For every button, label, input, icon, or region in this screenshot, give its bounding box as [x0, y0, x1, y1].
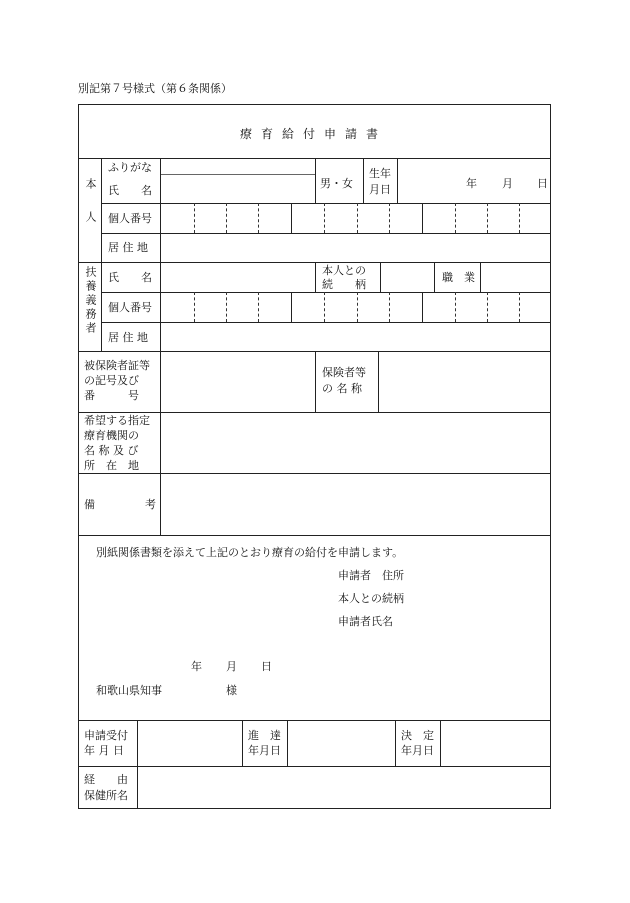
- honorific-label: 様: [226, 684, 237, 697]
- digit-divider: [194, 203, 195, 233]
- facility-label-2: 療育機関の: [84, 429, 139, 442]
- rule: [315, 158, 316, 203]
- insurance-number-label-1: 被保険者証等: [84, 359, 150, 372]
- fuyo-address-label: 居 住 地: [108, 331, 148, 344]
- declaration-statement: 別紙関係書類を添えて上記のとおり療育の給付を申請します。: [96, 546, 404, 559]
- digit-divider: [324, 292, 325, 322]
- application-form-table: [78, 104, 551, 809]
- rule: [380, 262, 381, 292]
- digit-divider: [226, 292, 227, 322]
- decision-label-2: 年月日: [401, 744, 434, 757]
- honnin-my-number-label: 個人番号: [108, 212, 152, 225]
- fuyo-my-number-label: 個人番号: [108, 301, 152, 314]
- furigana-rule: [160, 174, 315, 175]
- facility-label-3: 名 称 及 び: [84, 444, 139, 457]
- digit-divider: [291, 292, 292, 322]
- date-month-label: 月: [226, 660, 237, 673]
- digit-divider: [487, 292, 488, 322]
- digit-divider: [357, 203, 358, 233]
- rule: [480, 262, 481, 292]
- rule: [78, 473, 551, 474]
- rule: [160, 158, 161, 535]
- birth-day-label: 日: [537, 177, 548, 190]
- digit-divider: [194, 292, 195, 322]
- insurance-number-label-3: 番 号: [84, 389, 139, 402]
- rule: [101, 292, 551, 293]
- fuyo-name-label: 氏 名: [108, 271, 152, 284]
- furigana-label: ふりがな: [108, 161, 152, 174]
- sex-label: 男・女: [320, 177, 353, 190]
- relation-label-1: 本人との: [322, 264, 366, 277]
- rule: [395, 720, 396, 766]
- rule: [242, 720, 243, 766]
- via-label-2: 保健所名: [84, 789, 128, 802]
- digit-divider: [258, 292, 259, 322]
- honnin-name-label: 氏 名: [108, 184, 152, 197]
- facility-label-1: 希望する指定: [84, 414, 150, 427]
- honnin-group-label: 本人: [84, 178, 97, 244]
- rule: [363, 158, 364, 203]
- digit-divider: [357, 292, 358, 322]
- digit-divider: [389, 292, 390, 322]
- digit-divider: [519, 292, 520, 322]
- insurer-label-1: 保険者等: [322, 366, 366, 379]
- digit-divider: [422, 203, 423, 233]
- remarks-label-2: 考: [145, 498, 156, 511]
- relation-label-2: 続 柄: [322, 278, 366, 291]
- rule: [440, 720, 441, 766]
- birth-year-label: 年: [466, 177, 477, 190]
- date-year-label: 年: [191, 660, 202, 673]
- facility-label-4: 所 在 地: [84, 459, 139, 472]
- birth-month-label: 月: [502, 177, 513, 190]
- applicant-address-label: 申請者 住所: [338, 569, 404, 582]
- rule: [78, 535, 551, 536]
- job-label: 職 業: [442, 271, 475, 284]
- remarks-label-1: 備: [84, 498, 95, 511]
- rule: [101, 233, 551, 234]
- rule: [101, 203, 551, 204]
- digit-divider: [455, 203, 456, 233]
- rule: [101, 158, 102, 351]
- insurance-number-label-2: の記号及び: [84, 374, 139, 387]
- digit-divider: [226, 203, 227, 233]
- rule: [101, 322, 551, 323]
- rule: [78, 766, 551, 767]
- form-number-label: 別記第７号様式（第６条関係）: [78, 82, 232, 95]
- digit-divider: [389, 203, 390, 233]
- rule: [434, 262, 435, 292]
- digit-divider: [519, 203, 520, 233]
- digit-divider: [487, 203, 488, 233]
- honnin-address-label: 居 住 地: [108, 241, 148, 254]
- rule: [315, 262, 316, 292]
- received-label-1: 申請受付: [84, 729, 128, 742]
- digit-divider: [455, 292, 456, 322]
- digit-divider: [258, 203, 259, 233]
- applicant-relation-label: 本人との続柄: [338, 592, 404, 605]
- addressee-label: 和歌山県知事: [96, 684, 162, 697]
- rule: [137, 720, 138, 809]
- digit-divider: [422, 292, 423, 322]
- birth-label-2: 月日: [369, 183, 391, 196]
- form-title: 療育給付申請書: [240, 127, 388, 141]
- rule: [287, 720, 288, 766]
- decision-label-1: 決 定: [401, 729, 434, 742]
- rule: [315, 351, 316, 412]
- date-day-label: 日: [261, 660, 272, 673]
- digit-divider: [291, 203, 292, 233]
- forward-label-2: 年月日: [248, 744, 281, 757]
- forward-label-1: 進 達: [248, 729, 281, 742]
- received-label-2: 年 月 日: [84, 744, 124, 757]
- rule: [397, 158, 398, 203]
- rule: [78, 720, 551, 721]
- rule: [78, 412, 551, 413]
- applicant-name-label: 申請者氏名: [338, 615, 393, 628]
- via-label-1: 経 由: [84, 773, 128, 786]
- birth-label-1: 生年: [369, 167, 391, 180]
- fuyo-group-label: 扶養義務者: [84, 266, 97, 336]
- digit-divider: [324, 203, 325, 233]
- rule: [378, 351, 379, 412]
- insurer-label-2: の 名 称: [322, 382, 362, 395]
